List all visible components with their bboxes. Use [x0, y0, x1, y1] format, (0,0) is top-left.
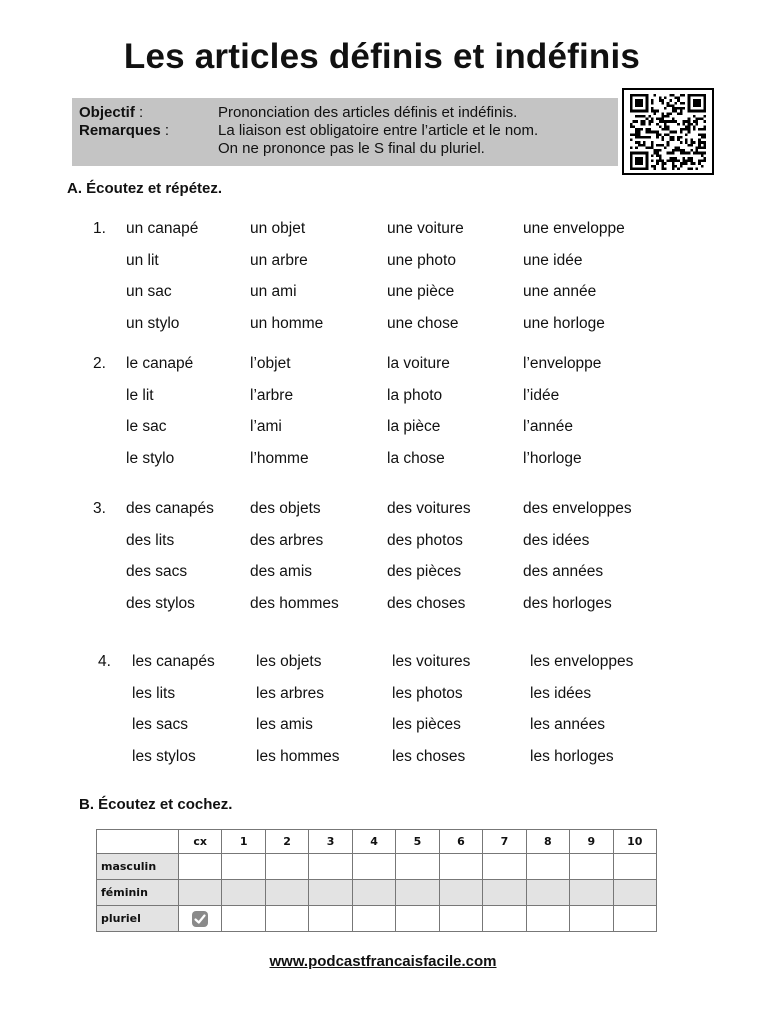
grid-checkbox-cell[interactable] — [613, 880, 656, 906]
objectif-row — [79, 104, 618, 122]
remarques-sep: : — [160, 122, 170, 139]
exercise-word: une photo — [387, 252, 456, 269]
exercise-word: l’horloge — [523, 450, 582, 467]
grid-checkbox-cell[interactable] — [396, 880, 439, 906]
section-b-heading: B. Écoutez et cochez. — [79, 796, 233, 813]
grid-row-label: pluriel — [97, 906, 179, 932]
remarques-indent — [79, 140, 218, 158]
grid-column-header: 7 — [483, 830, 526, 854]
exercise-word: des arbres — [250, 532, 324, 549]
exercise-word: des stylos — [126, 595, 195, 612]
grid-checkbox-cell[interactable] — [352, 906, 395, 932]
remarques-row — [79, 122, 618, 140]
exercise-word: une horloge — [523, 315, 605, 332]
grid-checkbox-cell[interactable] — [570, 854, 613, 880]
grid-checkbox-cell[interactable] — [222, 854, 265, 880]
grid-checkbox-cell[interactable] — [396, 854, 439, 880]
grid-checkbox-cell[interactable] — [570, 906, 613, 932]
exercise-word: des amis — [250, 563, 313, 580]
grid-checkbox-cell[interactable] — [526, 880, 569, 906]
grid-row — [97, 880, 657, 906]
exercise-word: l’ami — [250, 418, 282, 435]
exercise-word: un objet — [250, 220, 306, 237]
exercise-word: les pièces — [392, 716, 461, 733]
qr-code-icon[interactable] — [622, 88, 714, 175]
exercise-word: un arbre — [250, 252, 308, 269]
grid-checkbox-cell[interactable] — [222, 880, 265, 906]
exercise-word: des enveloppes — [523, 500, 632, 517]
exercise-word: l’idée — [523, 387, 560, 404]
exercise-number: 1. — [93, 220, 106, 237]
exercise-word: des idées — [523, 532, 590, 549]
exercise-word: les horloges — [530, 748, 614, 765]
grid-checkbox-cell[interactable] — [483, 854, 526, 880]
exercise-word: l’année — [523, 418, 573, 435]
exercise-word: la voiture — [387, 355, 450, 372]
grid-column-header: 10 — [613, 830, 656, 854]
grid-row — [97, 906, 657, 932]
grid-checkbox-cell[interactable] — [613, 906, 656, 932]
remarques-label-wrap — [79, 122, 218, 140]
remarques-label: Remarques — [79, 122, 161, 139]
grid-checkbox-cell[interactable] — [483, 906, 526, 932]
grid-checkbox-cell[interactable] — [309, 906, 352, 932]
exercise-word: des objets — [250, 500, 321, 517]
exercise-word: des hommes — [250, 595, 339, 612]
exercise-word: le canapé — [126, 355, 194, 372]
exercise-word: les photos — [392, 685, 463, 702]
exercise-word: des sacs — [126, 563, 188, 580]
exercise-word: le sac — [126, 418, 167, 435]
exercise-word: des lits — [126, 532, 175, 549]
grid-checkbox-cell[interactable] — [352, 880, 395, 906]
exercise-number: 2. — [93, 355, 106, 372]
answer-grid — [96, 829, 657, 932]
page-title: Les articles définis et indéfinis — [123, 37, 641, 76]
grid-row — [97, 854, 657, 880]
exercise-word: un homme — [250, 315, 324, 332]
exercise-word: le stylo — [126, 450, 175, 467]
exercise-number: 4. — [98, 653, 111, 670]
exercise-word: les canapés — [132, 653, 215, 670]
grid-checkbox-cell[interactable] — [613, 854, 656, 880]
grid-column-header: 4 — [352, 830, 395, 854]
exercise-word: une année — [523, 283, 597, 300]
exercise-word: les stylos — [132, 748, 196, 765]
grid-column-header: 6 — [439, 830, 482, 854]
objectif-label-wrap — [79, 104, 218, 122]
grid-corner-cell — [97, 830, 179, 854]
grid-column-header: 9 — [570, 830, 613, 854]
section-a-heading: A. Écoutez et répétez. — [67, 180, 223, 197]
info-box — [72, 98, 618, 166]
exercise-word: l’arbre — [250, 387, 294, 404]
exercise-word: des pièces — [387, 563, 462, 580]
grid-checkbox-cell[interactable] — [265, 854, 308, 880]
grid-row-label: masculin — [97, 854, 179, 880]
exercise-word: l’enveloppe — [523, 355, 602, 372]
exercise-word: une voiture — [387, 220, 464, 237]
exercise-word: une idée — [523, 252, 583, 269]
exercise-word: les choses — [392, 748, 466, 765]
exercise-word: une chose — [387, 315, 459, 332]
grid-checkbox-cell[interactable] — [309, 854, 352, 880]
objectif-text: Prononciation des articles définis et indéfinis. — [218, 104, 518, 121]
exercise-word: les enveloppes — [530, 653, 634, 670]
exercise-word: les lits — [132, 685, 176, 702]
exercise-word: les idées — [530, 685, 592, 702]
grid-checkbox-cell[interactable] — [179, 880, 222, 906]
objectif-sep: : — [134, 104, 144, 121]
grid-checkbox-cell[interactable] — [526, 906, 569, 932]
grid-column-header: cx — [179, 830, 222, 854]
grid-checkbox-cell[interactable] — [483, 880, 526, 906]
remarques-line1: La liaison est obligatoire entre l’article et le nom. — [218, 122, 539, 139]
grid-header-row — [97, 830, 657, 854]
exercise-number: 3. — [93, 500, 106, 517]
exercise-word: des horloges — [523, 595, 612, 612]
exercise-word: un ami — [250, 283, 297, 300]
grid-checkbox-cell[interactable] — [222, 906, 265, 932]
grid-checkbox-cell[interactable] — [526, 854, 569, 880]
grid-checkbox-cell[interactable] — [396, 906, 439, 932]
exercise-word: des canapés — [126, 500, 214, 517]
exercise-word: un canapé — [126, 220, 199, 237]
remarques-row-2 — [79, 140, 618, 158]
grid-checkbox-cell[interactable] — [309, 880, 352, 906]
exercise-word: les amis — [256, 716, 313, 733]
grid-row-label: féminin — [97, 880, 179, 906]
grid-column-header: 8 — [526, 830, 569, 854]
exercise-word: les arbres — [256, 685, 325, 702]
exercise-word: les sacs — [132, 716, 188, 733]
grid-checkbox-cell[interactable] — [439, 906, 482, 932]
exercise-word: l’objet — [250, 355, 291, 372]
grid-column-header: 2 — [265, 830, 308, 854]
exercise-word: une enveloppe — [523, 220, 625, 237]
exercise-word: les hommes — [256, 748, 340, 765]
exercise-word: des choses — [387, 595, 466, 612]
exercise-word: les voitures — [392, 653, 471, 670]
exercise-word: des photos — [387, 532, 463, 549]
grid-column-header: 1 — [222, 830, 265, 854]
objectif-label: Objectif — [79, 104, 135, 121]
exercise-word: un sac — [126, 283, 172, 300]
exercise-word: un lit — [126, 252, 159, 269]
grid-checkbox-cell[interactable] — [352, 854, 395, 880]
exercise-word: une pièce — [387, 283, 455, 300]
grid-column-header: 5 — [396, 830, 439, 854]
exercise-word: un stylo — [126, 315, 180, 332]
grid-checkbox-cell[interactable] — [179, 906, 222, 932]
exercise-word: la photo — [387, 387, 443, 404]
grid-checkbox-cell[interactable] — [265, 880, 308, 906]
grid-column-header: 3 — [309, 830, 352, 854]
grid-checkbox-cell[interactable] — [570, 880, 613, 906]
exercise-word: des années — [523, 563, 604, 580]
grid-checkbox-cell[interactable] — [439, 854, 482, 880]
grid-checkbox-cell[interactable] — [179, 854, 222, 880]
exercise-word: des voitures — [387, 500, 471, 517]
exercise-word: les années — [530, 716, 605, 733]
checkmark-icon — [192, 911, 208, 927]
grid-checkbox-cell[interactable] — [265, 906, 308, 932]
qr-code-graphic — [628, 94, 708, 170]
grid-checkbox-cell[interactable] — [439, 880, 482, 906]
website-link[interactable]: www.podcastfrancaisfacile.com — [269, 953, 497, 970]
remarques-line2: On ne prononce pas le S final du pluriel. — [218, 140, 485, 157]
exercise-word: la pièce — [387, 418, 441, 435]
exercise-word: la chose — [387, 450, 445, 467]
exercise-word: les objets — [256, 653, 322, 670]
exercise-word: le lit — [126, 387, 154, 404]
exercise-word: l’homme — [250, 450, 309, 467]
